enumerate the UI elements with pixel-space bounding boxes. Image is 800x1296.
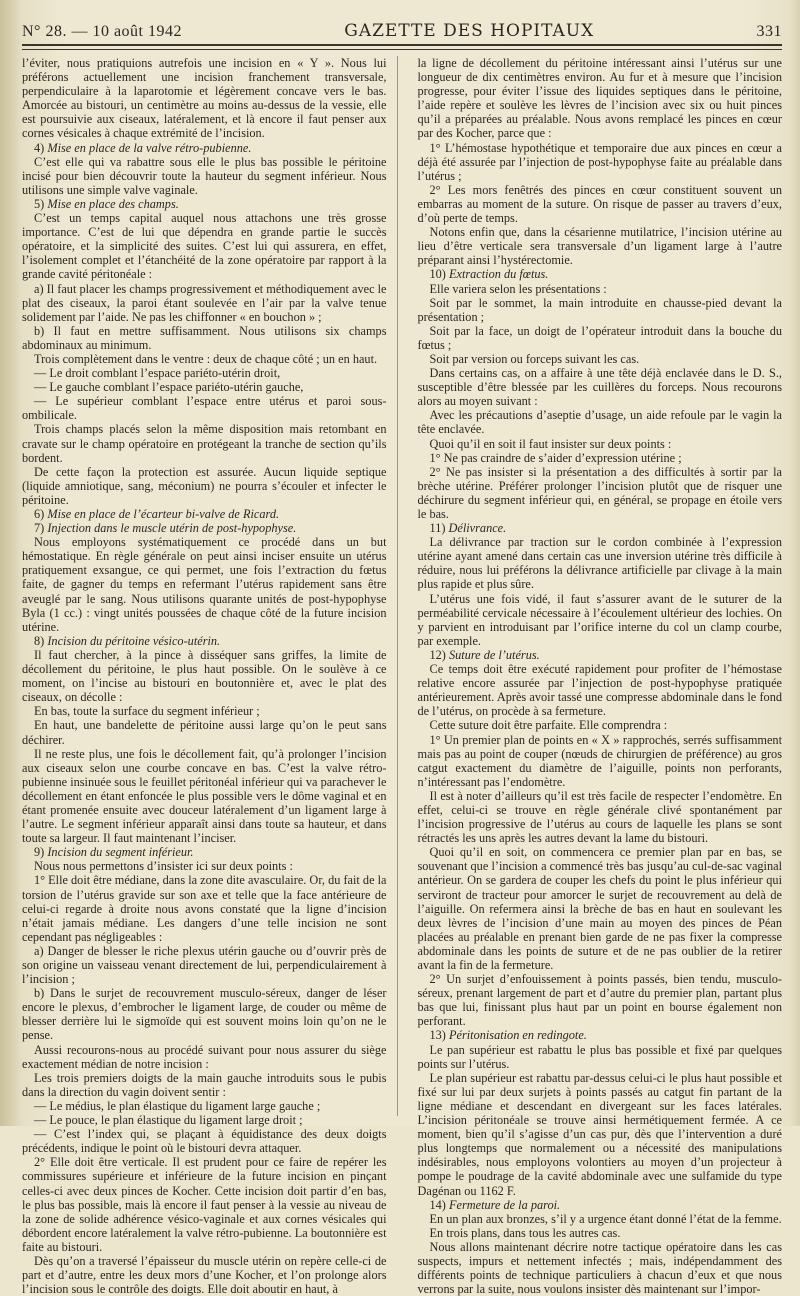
section-number: 5) <box>34 196 45 211</box>
body-paragraph: Soit par version ou forceps suivant les cas. <box>429 351 640 366</box>
page-header <box>22 14 782 46</box>
body-paragraph: Quoi qu’il en soit, on commencera ce premier plan par en bas, se souvenant que l’incision a commencé très bas jusqu’au cul-de-sac vaginal antérieur. On se gardera de couper les chefs du point le plus inférieur qui serviront de tracteur pour amorcer le surjet de recouvrement au delà de l’aiguille. On refermera ainsi la brèche de bas en haut en soulevant les deux lèvres de l’incision d’une main au moyen des pinces de Péan placées au préalable en prenant bien garde de ne pas fixer la compresse abdominale dans les points de suture et de ne pas oublier de la retirer avant la fin de la fermeture. <box>417 845 782 972</box>
body-paragraph: 1° Un premier plan de points en « X » rapprochés, serrés suffisamment mais pas au point de couper (nœuds de chirurgien de préférence) au gros catgut exactement du diamètre de l’aiguille, points non perforants, n’intéressant pas l’endomètre. <box>417 732 782 789</box>
body-paragraph: — Le pouce, le plan élastique du ligament large droit ; <box>34 1113 303 1128</box>
body-paragraph: Nous allons maintenant décrire notre tactique opératoire dans les cas suspects, impurs et nettement infectés ; mais, indépendamment des différents points de technique particuliers à chacun d’eux et que nous verrons par la suite, nous voulons insister dès maintenant sur l’impor- <box>417 1239 782 1296</box>
body-paragraph: b) Il faut en mettre suffisamment. Nous utilisons six champs abdominaux au minimum. <box>22 323 387 352</box>
body-paragraph: Avec les précautions d’aseptie d’usage, un aide refoule par le vagin la tête enclavée. <box>417 408 782 437</box>
section-heading <box>418 648 783 662</box>
body-paragraph: Dans certains cas, on a affaire à une tête déjà enclavée dans le D. S., susceptible d’être blessée par les cuillères du forceps. Nous recourons alors au moyen suivant : <box>417 366 782 409</box>
body-paragraph: Nous nous permettons d’insister ici sur deux points : <box>34 859 293 874</box>
section-title: Mise en place des champs. <box>47 196 179 211</box>
section-number: 8) <box>34 633 45 648</box>
section-title: Extraction du fœtus. <box>448 267 549 282</box>
body-paragraph: Quoi qu’il en soit il faut insister sur deux points : <box>429 436 672 451</box>
section-title: Délivrance. <box>448 521 507 536</box>
body-paragraph: 1° Elle doit être médiane, dans la zone dite avasculaire. Or, du fait de la torsion de l’utérus gravide sur son axe et telle que la face antérieure de celui-ci regarde à droite nous avons constaté que la ligne d’incision n’était jamais médiane. Les dangers d’une telle incision ne sont cependant pas négligeables : <box>22 873 387 944</box>
section-title: Injection dans le muscle utérin de post-hypophyse. <box>47 521 297 536</box>
section-title: Suture de l’utérus. <box>448 647 540 662</box>
journal-title: GAZETTE DES HOPITAUX <box>344 21 595 41</box>
body-paragraph: L’utérus une fois vidé, il faut s’assurer avant de le suturer de la perméabilité cervicale nécessaire à l’écoulement ultérieur des lochies. On y parvient en introduisant par l’orifice interne du col un clamp courbe, par exemple. <box>417 591 782 648</box>
body-paragraph: C’est elle qui va rabattre sous elle le plus bas possible le péritoine incisé pour bien découvrir toute la hauteur du segment inférieur. Nous utilisons une simple valve vaginale. <box>22 154 387 197</box>
body-paragraph: Soit par la face, un doigt de l’opérateur introduit dans la bouche du fœtus ; <box>417 323 782 352</box>
section-heading <box>418 1198 783 1212</box>
section-number: 9) <box>34 845 45 860</box>
body-paragraph: l’éviter, nous pratiquions autrefois une incision en « Y ». Nous lui préférons actuellement une incision franchement transversale, perpendiculaire à la laparotomie et légèrement concave vers le bas. Amorcée au bistouri, un centimètre au moins au-dessus de la vessie, elle est poursuivie aux ciseaux, latéralement, et là encore il faut penser aux cornes vésicales à chaque extrémité de l’incision. <box>22 56 387 141</box>
section-number: 6) <box>34 507 45 521</box>
body-paragraph: 2° Les mors fenêtrés des pinces en cœur constituent souvent un embarras au moment de la suture. On risque de passer au travers d’eux, d’où perte de temps. <box>417 182 782 226</box>
body-paragraph: Elle variera selon les présentations : <box>429 281 607 296</box>
body-paragraph: Dès qu’on a traversé l’épaisseur du muscle utérin on repère celle-ci de part et d’autre, entre les deux mors d’une Kocher, et l’on prolonge alors l’incision sous le contrôle des doigts. Elle doit aboutir en haut, à <box>22 1253 387 1296</box>
body-paragraph: En un plan aux bronzes, s’il y a urgence étant donné l’état de la femme. <box>429 1211 782 1226</box>
body-paragraph: — C’est l’index qui, se plaçant à équidistance des deux doigts précédents, indique le point où le bistouri devra attaquer. <box>22 1127 387 1156</box>
section-title: Mise en place de la valve rétro-pubienne. <box>47 140 252 155</box>
body-paragraph: En bas, toute la surface du segment inférieur ; <box>34 704 260 719</box>
body-paragraph: Aussi recourons-nous au procédé suivant pour nous assurer du siège exactement médian de notre incision : <box>22 1042 387 1071</box>
section-heading <box>22 845 387 859</box>
body-paragraph: 2° Ne pas insister si la présentation a des difficultés à sortir par la brèche utérine. Préférer prolonger l’incision plutôt que de risquer une déchirure du segment inférieur qui, en général, se propage en étoile vers le bas. <box>417 464 782 521</box>
body-paragraph: Trois complètement dans le ventre : deux de chaque côté ; un en haut. <box>34 351 378 366</box>
body-paragraph: 2° Elle doit être verticale. Il est prudent pour ce faire de repérer les commissures supérieure et inférieure de la future incision en pinçant celles-ci avec deux pinces de Kocher. Cette incision doit partir d’en bas, le plus bas possible, mais là encore il faut penser à la vessie au niveau de la zone de solide adhérence vésico-vaginale et aux cornes vésicales qui débordent encore latéralement la valve rétro-pubienne. La boutonnière est faite au bistouri. <box>22 1155 387 1254</box>
section-heading <box>22 507 387 521</box>
body-paragraph: — Le médius, le plan élastique du ligament large gauche ; <box>34 1098 321 1113</box>
body-paragraph: La délivrance par traction sur le cordon combinée à l’expression utérine ayant amené dans certain cas une inversion utérine très difficile à réduire, nous lui préférons la délivrance artificielle par clivage à la main plus rapide et plus sûre. <box>417 535 782 592</box>
body-paragraph: a) Il faut placer les champs progressivement et méthodiquement avec le plat des ciseaux, la paroi étant soulevée en l’air par la valve tenue solidement par l’aide. Ne pas les chiffonner « en bouchon » ; <box>22 281 387 324</box>
body-paragraph: Il faut chercher, à la pince à disséquer sans griffes, la limite de décollement du péritoine, le plus haut possible. On le soulève à ce moment, on l’incise au bistouri en boutonnière et, avec le plat des ciseaux, on décolle : <box>22 647 387 705</box>
section-heading <box>418 1028 783 1042</box>
body-paragraph: a) Danger de blesser le riche plexus utérin gauche ou d’ouvrir près de son origine un vaisseau venant directement de lui, perpendiculairement à l’incision ; <box>22 943 387 987</box>
body-paragraph: la ligne de décollement du péritoine intéressant ainsi l’utérus sur une longueur de dix centimètres environ. Au fur et à mesure que l’incision progresse, pour éviter l’issue des liquides septiques dans le péritoine, l’aide repère et soulève les lèvres de l’incision avec six ou huit pinces qu’il a préparées au préalable. Nous avons remplacé les pinces en cœur par des Kocher, parce que : <box>417 56 782 141</box>
section-title: Fermeture de la paroi. <box>448 1197 561 1212</box>
left-column <box>22 56 398 1296</box>
body-paragraph: 1° L’hémostase hypothétique et temporaire due aux pinces en cœur a déjà été assurée par l’injection de post-hypophyse faite au préalable dans l’utérus ; <box>417 140 782 183</box>
body-paragraph: 1° Ne pas craindre de s’aider d’expression utérine ; <box>429 450 682 465</box>
body-paragraph: Les trois premiers doigts de la main gauche introduits sous le pubis dans la direction du vagin doivent sentir : <box>22 1070 387 1099</box>
body-paragraph: 2° Un surjet d’enfouissement à points passés, bien tendu, musculo-séreux, prenant largement de part et d’autre du premier plan, partant plus bas que lui, finissant plus haut par un point en bourse également non perforant. <box>417 972 782 1029</box>
section-heading <box>22 141 387 155</box>
section-number: 14) <box>429 1197 446 1212</box>
body-paragraph: En haut, une bandelette de péritoine aussi large qu’on le peut sans déchirer. <box>22 718 387 747</box>
body-paragraph: Notons enfin que, dans la césarienne mutilatrice, l’incision utérine au lieu d’être verticale sera transversale d’un ligament large à l’autre préparant ainsi l’hystérectomie. <box>417 225 782 268</box>
right-column <box>417 56 783 1296</box>
page-number: 331 <box>756 23 782 40</box>
body-paragraph: De cette façon la protection est assurée. Aucun liquide septique (liquide amniotique, sang, méconium) ne pourra s’écouler et infecter le péritoine. <box>22 464 387 507</box>
section-heading <box>418 267 783 281</box>
issue-date: N° 28. — 10 août 1942 <box>22 23 182 40</box>
body-paragraph: Nous employons systématiquement ce procédé dans un but hémostatique. En règle générale on peut ainsi inciser ensuite un utérus pratiquement exsangue, ce qui permet, une fois l’extraction du fœtus faite, de gagner du temps en refermant l’utérus rapidement sans être aveuglé par le sang. Nous utilisons quarante unités de post-hypophyse Byla (1 cc.) : vingt unités poussées de chaque côté de la future incision utérine. <box>22 535 387 634</box>
body-paragraph: Il est à noter d’ailleurs qu’il est très facile de respecter l’endomètre. En effet, celui-ci se trouve en règle générale clivé spontanément par l’incision progressive de l’utérus au cours de laquelle les plans se sont rétractés les uns après les autres devant la lame du bistouri. <box>417 788 782 846</box>
body-paragraph: Cette suture doit être parfaite. Elle comprendra : <box>429 718 668 733</box>
section-number: 13) <box>429 1028 446 1043</box>
body-paragraph: Le pan supérieur est rabattu le plus bas possible et fixé par quelques points sur l’utérus. <box>417 1042 782 1071</box>
section-number: 4) <box>34 140 45 155</box>
section-number: 7) <box>34 521 45 536</box>
section-title: Péritonisation en redingote. <box>448 1028 587 1043</box>
body-paragraph: — Le gauche comblant l’espace pariéto-utérin gauche, <box>34 380 304 395</box>
section-heading <box>22 634 387 648</box>
section-heading <box>22 197 387 211</box>
section-title: Incision du péritoine vésico-utérin. <box>47 633 221 648</box>
body-paragraph: En trois plans, dans tous les autres cas. <box>429 1225 621 1240</box>
section-heading <box>22 521 387 535</box>
section-heading <box>418 521 783 535</box>
body-paragraph: Le plan supérieur est rabattu par-dessus celui-ci le plus haut possible et fixé sur lui par deux surjets à points passés au catgut fin partant de la ligne médiane et descendant en divergeant sur les faces latérales. L’incision péritonéale se trouve ainsi hermétiquement fermée. A ce moment, bien qu’il s’agisse d’un cas pur, dès que l’intervention a duré plus longtemps que normalement ou a nécessité des manipulations indésirables, nous employons volontiers au moyen d’un projecteur à pompe le poudrage de la cavité abdominale avec une sulfamide du type Dagénan ou 1162 F. <box>417 1070 782 1198</box>
section-title: Incision du segment inférieur. <box>47 845 194 860</box>
section-number: 12) <box>429 647 446 662</box>
body-paragraph: Ce temps doit être exécuté rapidement pour profiter de l’hémostase relative encore assurée par l’injection de post-hypophyse pratiquée antérieurement. Après avoir tassé une compresse abdominale dans le fond de l’utérus, on procède à sa fermeture. <box>417 662 782 719</box>
body-paragraph: Trois champs placés selon la même disposition mais retombant en cravate sur le champ opératoire en protégeant la tranche de section qu’ils bordent. <box>22 422 387 465</box>
body-paragraph: — Le supérieur comblant l’espace entre utérus et paroi sous-ombilicale. <box>22 394 387 423</box>
body-paragraph: Il ne reste plus, une fois le décollement fait, qu’à prolonger l’incision aux ciseaux selon une courbe concave en bas. C’est la valve rétro-pubienne insinuée sous le feuillet péritonéal inférieur qui va parachever le décollement en étant enfoncée le plus possible vers le dôme vaginal et en étant promenée ensuite avec douceur latéralement d’un ligament large à l’autre. Le segment inférieur apparaît ainsi dans toute sa hauteur, et dans toute sa largeur. Il faut maintenant l’inciser. <box>22 746 387 846</box>
body-paragraph: — Le droit comblant l’espace pariéto-utérin droit, <box>34 366 281 381</box>
body-paragraph: b) Dans le surjet de recouvrement musculo-séreux, danger de léser encore le plexus, d’embrocher le ligament large, de couder ou même de blesser derrière lui le sigmoïde qui est souvent moins loin qu’on ne le pense. <box>22 986 387 1043</box>
section-title: Mise en place de l’écarteur bi-valve de Ricard. <box>47 507 280 521</box>
section-number: 11) <box>429 521 446 536</box>
body-paragraph: C’est un temps capital auquel nous attachons une très grosse importance. C’est de lui que dépendra en grande partie le succès opératoire, et la simplicité des suites. C’est lui qui assurera, en effet, l’isolement complet et l’étanchéité de la zone opératoire par rapport à la grande cavité péritonéale : <box>22 211 387 282</box>
section-number: 10) <box>429 267 446 282</box>
article-body <box>22 56 782 1296</box>
body-paragraph: Soit par le sommet, la main introduite en chausse-pied devant la présentation ; <box>417 295 782 324</box>
